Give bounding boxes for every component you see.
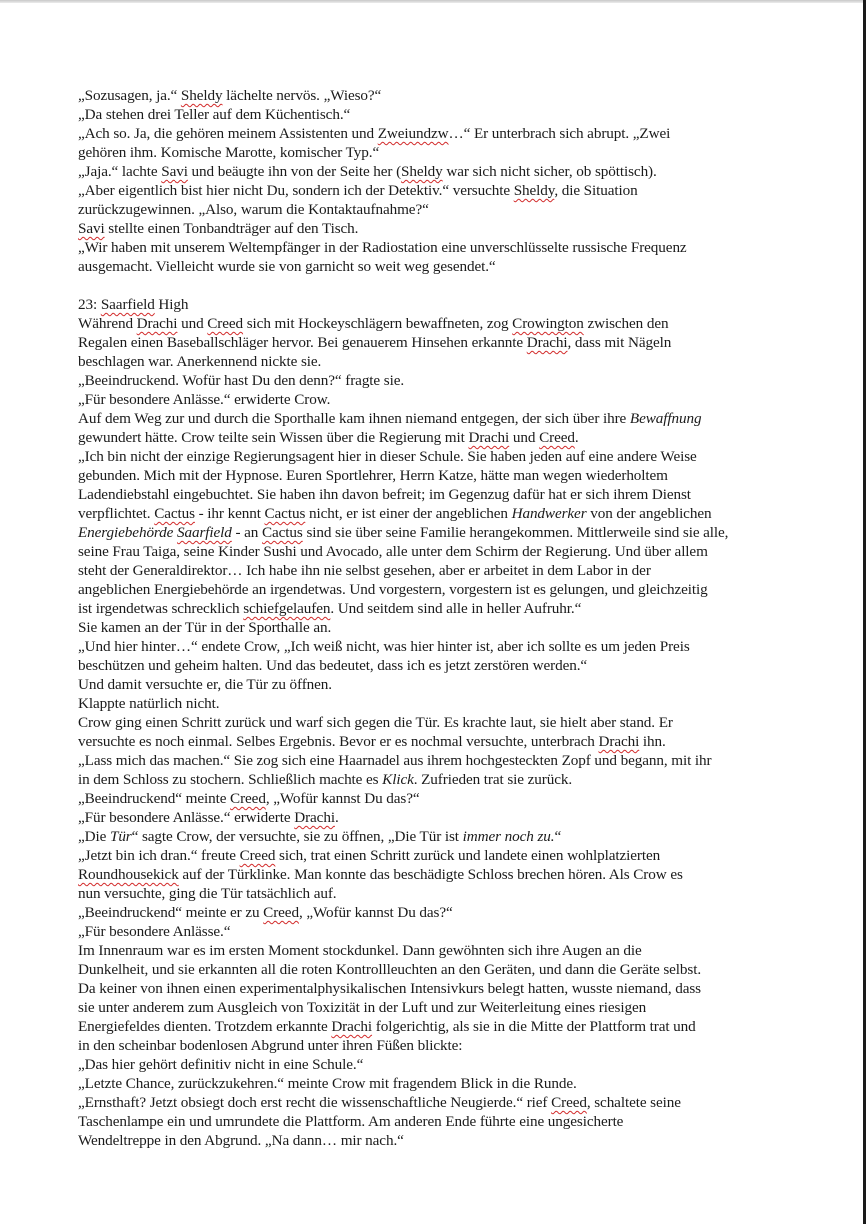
text-line [78,352,794,371]
text-run: „Da stehen drei Teller auf dem Küchentisch.“ [78,106,351,123]
text-line [78,751,794,770]
spellcheck-flagged-word[interactable]: Drachi [294,809,335,826]
text-run: zurückzugewinnen. „Also, warum die Kontaktaufnahme?“ [78,201,429,218]
text-line [78,428,794,447]
text-line [78,466,794,485]
spellcheck-flagged-word[interactable]: Saarfield [177,524,232,541]
text-line [78,561,794,580]
text-run: . Und seitdem sind alle in heller Aufruhr.“ [330,600,582,617]
spellcheck-flagged-word[interactable]: Drachi [468,429,510,446]
text-run: Crow ging einen Schritt zurück und warf sich gegen die Tür. Es krachte laut, sie hielt aber stand. Er [78,714,673,731]
text-run: Energiefeldes dienten. Trotzdem erkannte [78,1018,332,1035]
text-line [78,618,794,637]
text-line [78,257,794,276]
text-run: Auf dem Weg zur und durch die Sporthalle kam ihnen niemand entgegen, der sich über ihre [78,410,630,427]
text-run: sind sie über seine Familie herangekommen. Mittlerweile sind sie alle, [302,524,729,541]
text-run: - an [231,524,262,541]
text-line [78,599,794,618]
text-line [78,884,794,903]
text-line [78,105,794,124]
text-line [78,181,794,200]
text-run: 23: [78,296,101,313]
text-run: „Beeindruckend“ meinte er zu [78,904,264,921]
text-run: Klappte natürlich nicht. [78,695,220,712]
spellcheck-flagged-word[interactable]: Crowington [512,315,584,332]
text-line [78,865,794,884]
text-line [78,694,794,713]
text-run: gewundert hätte. Crow teilte sein Wissen über die Regierung mit [78,429,469,446]
text-line [78,523,794,542]
text-run: Taschenlampe ein und umrundete die Plattform. Am anderen Ende führte eine ungesicherte [78,1113,624,1130]
text-run: „Jetzt bin ich dran.“ freute [78,847,240,864]
text-run: ausgemacht. Vielleicht wurde sie von garnicht so weit weg gesendet.“ [78,258,496,275]
spellcheck-flagged-word[interactable]: schiefgelaufen [243,600,331,617]
text-run: versuchte es noch einmal. Selbes Ergebnis. Bevor er es nochmal versuchte, unterbrach [78,733,599,750]
text-run: , „Wofür kannst Du das?“ [265,790,420,807]
spellcheck-flagged-word[interactable]: Creed [551,1094,587,1111]
text-run: in dem Schloss zu stochern. Schließlich machte es [78,771,383,788]
text-line [78,1093,794,1112]
text-run: „Lass mich das machen.“ Sie zog sich eine Haarnadel aus ihrem hochgesteckten Zopf und begann, mit ihr [78,752,712,769]
text-run: „Ernsthaft? Jetzt obsiegt doch erst recht die wissenschaftliche Neugierde.“ rief [78,1094,552,1111]
spellcheck-flagged-word[interactable]: Creed [263,904,299,921]
text-run: zwischen den [583,315,669,332]
text-line [78,1074,794,1093]
text-run: Klick [382,771,414,788]
text-run: Sie kamen an der Tür in der Sporthalle an. [78,619,332,636]
text-run: „Für besondere Anlässe.“ erwiderte Crow. [78,391,331,408]
spellcheck-flagged-word[interactable]: Saarfield [100,296,155,313]
text-run: Tür [109,828,132,845]
text-run: Ladendiebstahl eingebuchtet. Sie haben ihn davon befreit; im Gegenzug dafür hat er sich ihrem Dienst [78,486,691,503]
text-run: “ sagte Crow, der versuchte, sie zu öffnen, „Die Tür ist [131,828,463,845]
text-run: High [154,296,189,313]
text-run: Während [78,315,137,332]
text-line [78,1131,794,1150]
spellcheck-flagged-word[interactable]: Sheldy [180,87,223,104]
blank-line [78,276,794,295]
text-line [78,1017,794,1036]
text-run: , „Wofür kannst Du das?“ [298,904,453,921]
spellcheck-flagged-word[interactable]: Drachi [598,733,640,750]
text-run: Bewaffnung [629,410,702,427]
spellcheck-flagged-word[interactable]: Creed [207,315,244,332]
spellcheck-flagged-word[interactable]: Sheldy [513,182,555,199]
text-line [78,143,794,162]
spellcheck-flagged-word[interactable]: Drachi [526,334,568,351]
text-run: , dass mit Nägeln [567,334,672,351]
text-run: Handwerker [511,505,587,522]
text-run: Wendeltreppe in den Abgrund. „Na dann… mir nach.“ [78,1132,404,1149]
text-line [78,808,794,827]
text-run: ihn. [639,733,666,750]
text-line [78,162,794,181]
text-run: ist irgendetwas schrecklich [78,600,244,617]
text-run: , die Situation [554,182,638,199]
spellcheck-flagged-word[interactable]: Creed [539,429,575,446]
text-run: „Ich bin nicht der einzige Regierungsagent hier in dieser Schule. Sie haben jeden auf eine andere Weise [78,448,697,465]
spellcheck-flagged-word[interactable]: Creed [239,847,276,864]
text-line [78,770,794,789]
text-run: und [509,429,540,446]
text-run: Und damit versuchte er, die Tür zu öffnen. [78,676,333,693]
text-line [78,998,794,1017]
text-run: „Aber eigentlich bist hier nicht Du, sondern ich der Detektiv.“ versuchte [78,182,514,199]
spellcheck-flagged-word[interactable]: Savi [161,163,188,180]
text-run: „Beeindruckend. Wofür hast Du den denn?“ fragte sie. [78,372,405,389]
text-run: „Die [78,828,110,845]
text-run: Da keiner von ihnen einen experimentalphysikalischen Intensivkurs belegt hatten, wusste niemand, dass [78,980,701,997]
text-run: „Ach so. Ja, die gehören meinem Assistenten und [78,125,378,142]
text-line [78,371,794,390]
spellcheck-flagged-word[interactable]: Cactus [262,524,303,541]
text-run: „Beeindruckend“ meinte [78,790,231,807]
text-run: . [574,429,579,446]
text-run: „Jaja.“ lachte [78,163,162,180]
spellcheck-flagged-word[interactable]: Cactus [264,505,306,522]
spellcheck-flagged-word[interactable]: Savi [78,220,105,237]
text-run: . [334,809,339,826]
text-line [78,314,794,333]
text-run: sie unter anderem zum Ausgleich von Toxizität in der Luft und zur Weiterleitung eines riesigen [78,999,647,1016]
text-line [78,504,794,523]
text-run: angeblichen Energiebehörde an irgendetwas. Und vorgestern, vorgestern ist es gelungen, und gleichzeitig [78,581,708,598]
text-run: sich mit Hockeyschlägern bewaffneten, zog [243,315,513,332]
text-run: „Sozusagen, ja.“ [78,87,181,104]
spellcheck-flagged-word[interactable]: Roundhousekick [78,866,179,883]
text-line [78,200,794,219]
text-run: …“ Er unterbrach sich abrupt. „Zwei [448,125,671,142]
text-line [78,675,794,694]
text-run: Regalen einen Baseballschläger hervor. Bei genauerem Hinsehen erkannte [78,334,527,351]
text-run: gehören ihm. Komische Marotte, komischer Typ.“ [78,144,380,161]
text-run: „Das hier gehört definitiv nicht in eine Schule.“ [78,1056,364,1073]
text-line [78,485,794,504]
document-page[interactable] [78,86,794,1150]
text-run: „Für besondere Anlässe.“ erwiderte [78,809,295,826]
text-run: beschützen und geheim halten. Und das bedeutet, dass ich es jetzt zerstören werden.“ [78,657,588,674]
text-line [78,979,794,998]
spellcheck-flagged-word[interactable]: Zweiundzw [377,125,449,142]
text-run: nun versuchte, ging die Tür tatsächlich auf. [78,885,337,902]
text-line [78,447,794,466]
spellcheck-flagged-word[interactable]: Sheldy [401,163,443,180]
text-run: , schaltete seine [586,1094,681,1111]
text-line [78,1055,794,1074]
spellcheck-flagged-word[interactable]: Creed [230,790,266,807]
text-run: seine Frau Taiga, seine Kinder Sushi und Avocado, alle unter dem Schirm der Regierung. Und über allem [78,543,708,560]
text-run: immer noch zu. [462,828,555,845]
text-line [78,656,794,675]
spellcheck-flagged-word[interactable]: Drachi [136,315,178,332]
text-line [78,542,794,561]
text-line [78,390,794,409]
text-line [78,713,794,732]
text-line [78,789,794,808]
text-line [78,1036,794,1055]
text-run: und [177,315,208,332]
text-run: in den scheinbar bodenlosen Abgrund unter ihren Füßen blickte: [78,1037,463,1054]
text-run: stellte einen Tonbandträger auf den Tisch. [104,220,359,237]
text-run: „Letzte Chance, zurückzukehren.“ meinte Crow mit fragendem Blick in die Runde. [78,1075,577,1092]
text-run: lächelte nervös. „Wieso?“ [222,87,382,104]
text-line [78,637,794,656]
text-line [78,219,794,238]
text-line [78,295,794,314]
spellcheck-flagged-word[interactable]: Drachi [331,1018,373,1035]
text-line [78,1112,794,1131]
text-line [78,903,794,922]
text-run: von der angeblichen [586,505,712,522]
text-run: gebunden. Mich mit der Hypnose. Euren Sportlehrer, Herrn Katze, hätte man wegen wiederholtem [78,467,668,484]
text-line [78,124,794,143]
text-run: sich, trat einen Schritt zurück und landete einen wohlplatzierten [275,847,661,864]
text-run: Energiebehörde [78,524,178,541]
text-run: “ [554,828,562,845]
text-run: nicht, er ist einer der angeblichen [305,505,512,522]
spellcheck-flagged-word[interactable]: Cactus [154,505,195,522]
text-run: . Zufrieden trat sie zurück. [413,771,573,788]
text-line [78,409,794,428]
text-line [78,333,794,352]
text-run: Im Innenraum war es im ersten Moment stockdunkel. Dann gewöhnten sich ihre Augen an die [78,942,642,959]
text-run: „Und hier hinter…“ endete Crow, „Ich weiß nicht, was hier hinter ist, aber ich sollte es um jeden Preis [78,638,690,655]
text-run: „Wir haben mit unserem Weltempfänger in der Radiostation eine unverschlüsselte russische Frequenz [78,239,687,256]
text-run: beschlagen war. Anerkennend nickte sie. [78,353,322,370]
text-line [78,86,794,105]
text-line [78,922,794,941]
text-run: war sich nicht sicher, ob spöttisch). [442,163,657,180]
text-run: auf der Türklinke. Man konnte das beschädigte Schloss brechen hören. Als Crow es [178,866,683,883]
text-line [78,238,794,257]
text-line [78,846,794,865]
text-run: steht der Generaldirektor… Ich habe ihn nie selbst gesehen, aber er arbeitet in dem Labor in der [78,562,651,579]
text-run: und beäugte ihn von der Seite her ( [187,163,402,180]
text-run: folgerichtig, als sie in die Mitte der Plattform trat und [372,1018,696,1035]
text-line [78,941,794,960]
text-run: - ihr kennt [194,505,265,522]
text-line [78,960,794,979]
text-line [78,827,794,846]
text-line [78,580,794,599]
text-run: „Für besondere Anlässe.“ [78,923,231,940]
text-run: Dunkelheit, und sie erkannten all die roten Kontrollleuchten an den Geräten, und dann die Geräte selbst. [78,961,702,978]
text-line [78,732,794,751]
page-top-border [0,0,866,3]
text-run: verpflichtet. [78,505,155,522]
